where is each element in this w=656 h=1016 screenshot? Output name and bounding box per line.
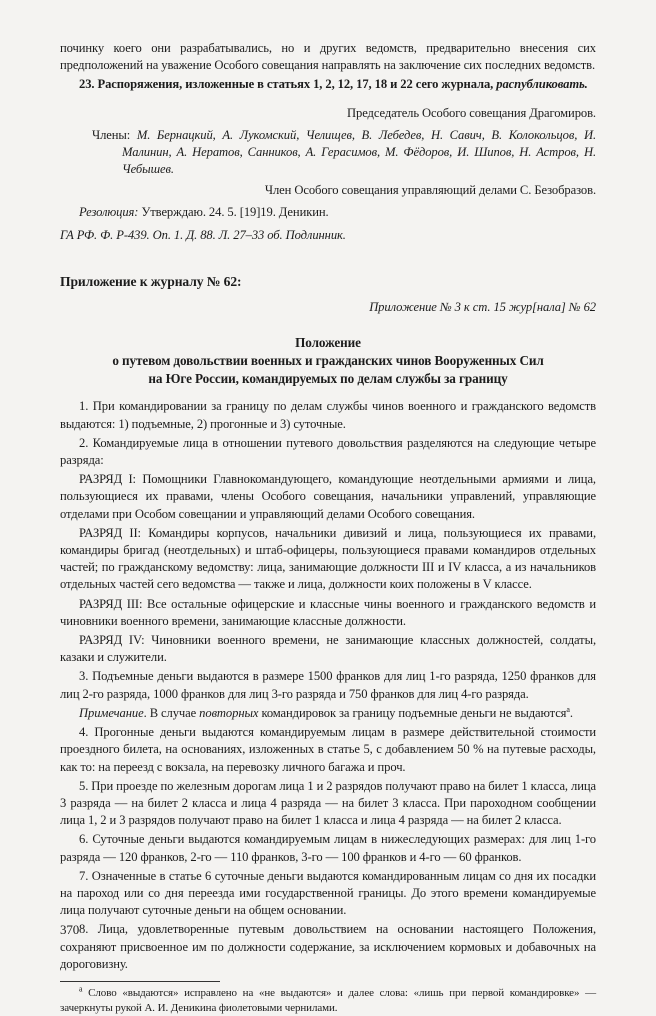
manager-line: Член Особого совещания управляющий делами С. Безобразов.	[264, 183, 596, 198]
note-text-a: . В случае	[143, 705, 200, 720]
paragraph-7: 7. Означенные в статье 6 суточные деньги выдаются командированным лицам со дня их посадки на пароход или со дня переезда ими государственной границы. До этого времени командируемые лица получают суточные деньги на общем основании.	[60, 868, 596, 918]
note-footnote-mark: а	[566, 704, 570, 714]
paragraph-5: 5. При проезде по железным дорогам лица 1 и 2 разрядов получают право на билет 1 класса, лица 3 разряда — на билет 2 класса и лица 4 разряда — на билет 3 класса. При пароходном сообщении лица 1, 2 и 3 разрядов получают право на билет 1 класса и лица 4 разряда — на билет 2 класса.	[60, 778, 596, 828]
note	[60, 705, 596, 722]
chairman-line: Председатель Особого совещания Драгомиров.	[347, 105, 596, 120]
appendix-header	[60, 273, 596, 316]
members-signature	[60, 127, 596, 179]
page-number: 370	[60, 922, 80, 937]
manager-signature	[60, 182, 596, 199]
continuation-text: починку коего они разрабатывались, но и других ведомств, предварительно внесения сих предположений на уважение Особого совещания направлять на заключение сих последних ведомств.	[60, 41, 596, 73]
category-1: РАЗРЯД I: Помощники Главнокомандующего, командующие неотдельными армиями и лица, пользующиеся их правами, члены Особого совещания, начальники управлений, управляющие отделами при Особом совещании и управляющий делами Особого совещания.	[60, 472, 596, 521]
footnote-text: Слово «выдаются» исправлено на «не выдаются» и далее слова: «лишь при первой командировке» — зачеркнуты рукой А. И. Деникина фиолетовыми чернилами.	[60, 986, 596, 1014]
archive-reference: ГА РФ. Ф. Р-439. Оп. 1. Д. 88. Л. 27–33 об. Подлинник.	[60, 227, 346, 242]
note-emphasis: повторных	[199, 705, 259, 720]
regulation-body	[60, 398, 596, 973]
resolution-label: Резолюция:	[79, 204, 142, 219]
paragraph-8: 8. Лица, удовлетворенные путевым довольствием на основании настоящего Положения, сохраняют присвоенное им по должности содержание, за исключением кормовых и добавочных на дороговизну.	[60, 922, 596, 971]
signatures-block	[60, 105, 596, 244]
paragraph-2: 2. Командируемые лица в отношении путевого довольствия разделяются на следующие четыре разряда:	[60, 435, 596, 468]
note-text-b: командировок за границу подъемные деньги не выдаются	[258, 705, 567, 720]
category-3: РАЗРЯД III: Все остальные офицерские и классные чины военного и гражданского ведомств и чиновники военного времени, занимающие классные должности.	[60, 596, 596, 628]
appendix-subreference: Приложение № 3 к ст. 15 жур[нала] № 62	[369, 300, 596, 315]
note-label: Примечание	[79, 705, 144, 720]
title-line-3: на Юге России, командируемых по делам службы за границу	[148, 371, 508, 387]
category-4: РАЗРЯД IV: Чиновники военного времени, не занимающие классных должностей, солдаты, казаки и служители.	[60, 633, 596, 665]
title-line-2: о путевом довольствии военных и гражданских чинов Вооруженных Сил	[112, 353, 544, 369]
paragraph-3: 3. Подъемные деньги выдаются в размере 1500 франков для лиц 1-го разряда, 1250 франков для лиц 2-го разряда, 1000 франков для лиц 3-го разряда и 750 франков для лиц 4-го разряда.	[60, 669, 596, 701]
category-2: РАЗРЯД II: Командиры корпусов, начальники дивизий и лица, пользующиеся их правами, командиры бригад (неотдельных) и штаб-офицеры, пользующиеся правами командиров отдельных частей; по гражданскому ведомству: лица, занимающие должности III и IV класса, а из начальников отдельных частей сего ведомства — также и лица, должности коих положены в V классе.	[60, 525, 596, 592]
item-23-verb: распубликовать.	[493, 77, 588, 92]
paragraph-4: 4. Прогонные деньги выдаются командируемым лицам в размере действительной стоимости проездного билета, на основаниях, изложенных в статье 5, с добавлением 50 % на путевые расходы, как то: на переезд с вокзала, на перевозку личного багажа и проч.	[60, 725, 596, 774]
title-line-1: Положение	[295, 335, 361, 351]
regulation-title	[60, 334, 596, 388]
appendix-heading: Приложение к журналу № 62:	[60, 274, 242, 290]
note-end: .	[569, 705, 573, 720]
resolution	[60, 204, 596, 221]
footnote-mark: а	[79, 984, 83, 994]
footnote-divider	[60, 981, 220, 982]
paragraph-6: 6. Суточные деньги выдаются командируемым лицам в нижеследующих размерах: для лиц 1-го разряда — 120 франков, 2-го — 110 франков, 3-го — 100 франков и 4-го — 60 франков.	[60, 832, 596, 864]
chairman-signature	[60, 105, 596, 122]
item-23-text: 23. Распоряжения, изложенные в статьях 1, 2, 12, 17, 18 и 22 сего журнала,	[79, 77, 494, 92]
top-section	[60, 0, 596, 94]
members-label: Члены:	[92, 127, 137, 142]
item-23	[60, 76, 596, 93]
resolution-text: Утверждаю. 24. 5. [19]19. Деникин.	[141, 204, 329, 219]
footnote	[60, 986, 596, 1016]
members-names: М. Бернацкий, А. Лукомский, Челищев, В. Лебедев, Н. Савич, В. Колокольцов, И. Малинин, А. Нератов, Санников, А. Герасимов, М. Фёдоров, И. Шипов, Н. Астров, Н. Чебышев.	[122, 127, 596, 177]
paragraph-1: 1. При командировании за границу по делам службы чинов военного и гражданского ведомств выдаются: 1) подъемные, 2) прогонные и 3) суточные.	[60, 399, 596, 431]
